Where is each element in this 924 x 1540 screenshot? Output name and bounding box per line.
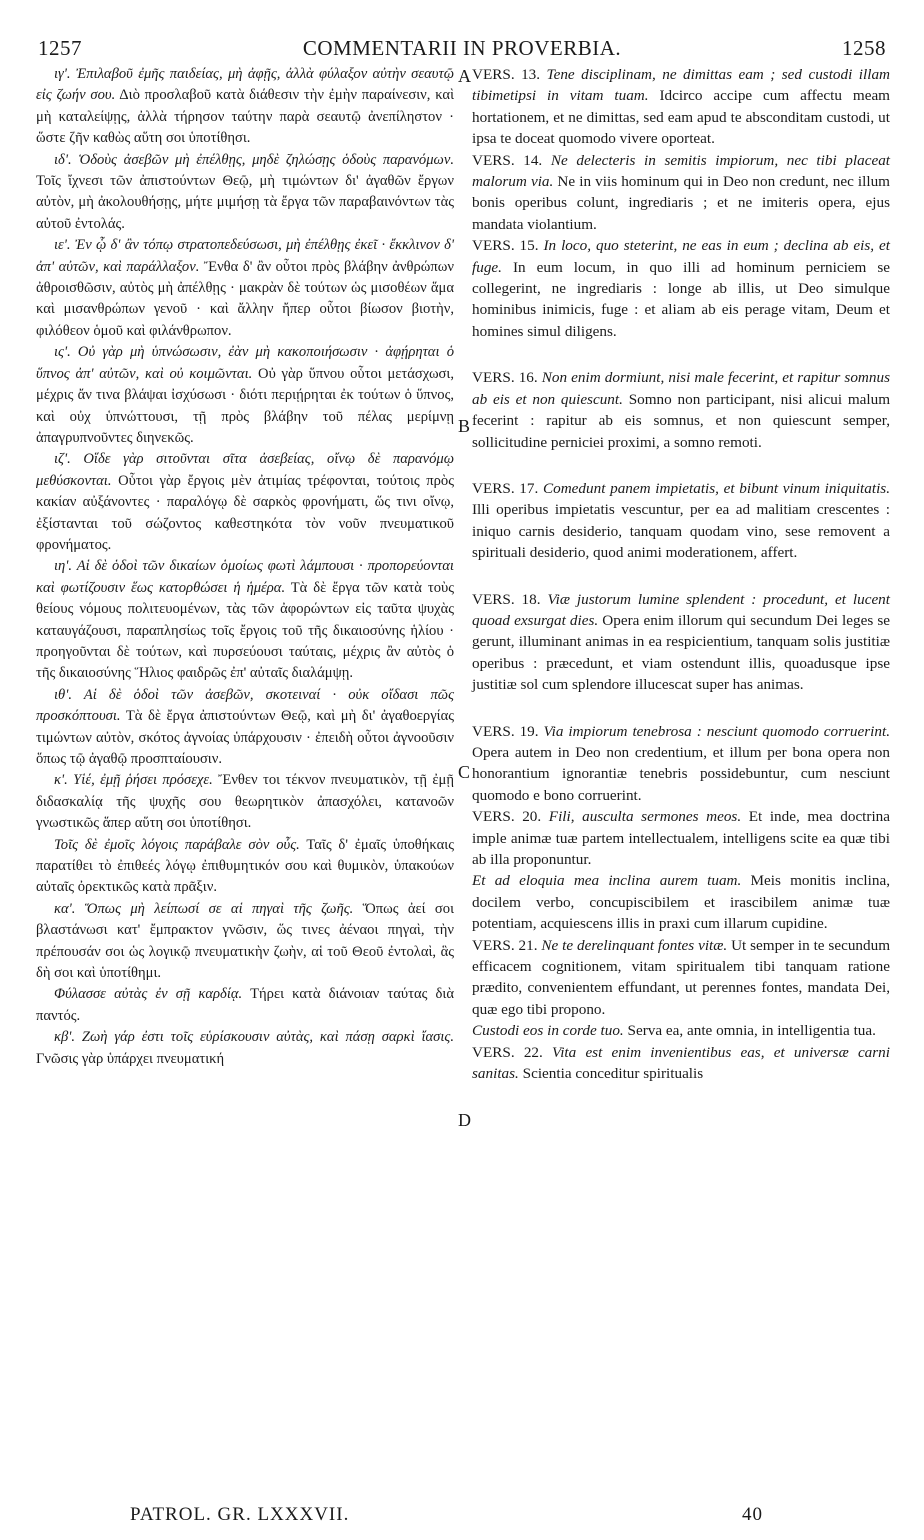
latin-verse xyxy=(472,589,890,696)
verse-number: VERS. 22. xyxy=(472,1043,543,1061)
latin-commentary: Opera enim illorum qui secundum Dei leges se gerunt, illuminant animas in ea respicientium, tanquam solis justitiæ operibus : præcedunt, et viam ostendunt illis, quoadusque ipse justitiæ sol cum splendore illucescat super has animas. xyxy=(472,611,890,694)
running-title: COMMENTARII IN PROVERBIA. xyxy=(302,36,622,60)
greek-lemma: κα'. Ὅπως μὴ λείπωσί σε αἱ πηγαὶ τῆς ζωῆς. xyxy=(54,900,354,917)
greek-verse xyxy=(36,1027,454,1070)
latin-lemma: Non enim dormiunt, nisi male fecerint, et rapitur somnus ab eis et non quiescunt. xyxy=(472,369,890,408)
latin-verse xyxy=(472,870,890,934)
footer-sheet-number: 40 xyxy=(742,1504,763,1525)
greek-verse xyxy=(36,984,454,1027)
latin-commentary: Meis monitis inclina, docilem verbo, concupiscibilem et irascibilem animæ tuæ potentiam, acquiescens illis in praxi cum illarum cupidine. xyxy=(472,872,890,933)
latin-commentary: Ut semper in te secundum efficacem cognitionem, vitam spiritualem tibi tanquam ratione prædito, convenientem effundant, ut perennes fontes, mandata Dei, quæ ego tibi propono. xyxy=(472,936,891,1018)
greek-commentary: Τήρει κατὰ διάνοιαν ταύτας διὰ παντός. xyxy=(36,986,454,1024)
greek-commentary: Ἔνθα δ' ἂν οὗτοι πρὸς βλάβην ἀνθρώπων ἀθροισθῶσιν, αὐτὸς μὴ ἀπέλθῃς · μακρὰν δὲ τούτων ὡς μισοθέων ἅμα καὶ μισανθρώπων γενοῦ · καὶ ἄλλην ἤπερ οὗτοι βίωσον βιοτὴν, φιλόθεον ὁμοῦ καὶ φιλάνθρωπον. xyxy=(36,258,454,339)
verse-number: VERS. 19. xyxy=(472,722,539,740)
verse-number: VERS. 16. xyxy=(472,369,538,387)
margin-marker-c: C xyxy=(458,762,471,782)
greek-verse xyxy=(36,835,454,899)
latin-commentary: Serva ea, ante omnia, in intelligentia tua. xyxy=(627,1022,876,1040)
greek-column xyxy=(36,64,454,1070)
latin-lemma: Et ad eloquia mea inclina aurem tuam. xyxy=(472,872,742,890)
greek-verse xyxy=(36,342,454,449)
greek-lemma: κ'. Υἱέ, ἐμῇ ῥήσει πρόσεχε. xyxy=(54,772,213,789)
verse-number: VERS. 21. xyxy=(472,936,538,954)
latin-lemma: Comedunt panem impietatis, et bibunt vinum iniquitatis. xyxy=(542,479,891,497)
greek-commentary: Ταῖς δ' ἐμαῖς ὑποθήκαις παρατίθει τὸ ἐπιθεές λόγῳ ἐπιθυμητικόν σου καὶ θυμικὸν, ὑπακούων αὐταῖς ὀρεκτικῶς κατὰ πρᾶξιν. xyxy=(36,836,455,896)
greek-lemma: ιγ'. Ἐπιλαβοῦ ἐμῆς παιδείας, μὴ ἀφῇς, ἀλλὰ φύλαξον αὐτὴν σεαυτῷ εἰς ζωήν σου. xyxy=(36,66,454,104)
latin-verse xyxy=(472,721,890,807)
latin-commentary: In eum locum, in quo illi ad hominum perniciem se collegerint, ne ingrediaris : longe ab illis, ut Deo simulque hominibus inimicis, fuge : et aliam ab eis perage vitam, Deum et homines simul diligens. xyxy=(472,258,890,340)
latin-commentary: Opera autem in Deo non credentium, et illum per bona opera non honorantium ignorantiæ tenebris possidebuntur, cum nesciunt quomodo e bono corruerint. xyxy=(472,743,890,804)
greek-commentary: Τοῖς ἴχνεσι τῶν ἀπιστούντων Θεῷ, μὴ τιμώντων δι' ἀγαθῶν ἔργων αὐτὸν, μὴ ἀκολουθήσῃς, μήτε μιμήσῃ τὰ ἔργα τῶν παραβαινόντων τὰς αὐτοῦ ἐντολάς. xyxy=(36,173,454,232)
margin-marker-a: A xyxy=(458,66,471,86)
greek-lemma: ιζ'. Οἵδε γὰρ σιτοῦνται σῖτα ἀσεβείας, οἴνῳ δὲ παρανόμῳ μεθύσκονται. xyxy=(36,451,454,489)
latin-lemma: In loco, quo steterint, ne eas in eum ; declina ab eis, et fuge. xyxy=(472,237,890,276)
latin-lemma: Custodi eos in corde tuo. xyxy=(472,1022,624,1040)
verse-number: VERS. 14. xyxy=(472,151,543,169)
greek-lemma: κβ'. Ζωὴ γάρ ἐστι τοῖς εὑρίσκουσιν αὐτὰς, καὶ πάσῃ σαρκὶ ἴασις. xyxy=(54,1029,454,1046)
greek-commentary: Διὸ προσλαβοῦ κατὰ διάθεσιν τὴν ἐμὴν παραίνεσιν, καὶ μὴ καταλείψῃς, ἀλλὰ τήρησον ταύτην παρὰ σεαυτῷ ἀνεπίληστον · ὥστε ζῆν καθὼς αὕτη σοι ὑποτίθησι. xyxy=(36,87,455,147)
latin-lemma: Ne delecteris in semitis impiorum, nec tibi placeat malorum via. xyxy=(472,151,891,191)
latin-lemma: Fili, ausculta sermones meos. xyxy=(548,808,742,826)
greek-lemma: Φύλασσε αὐτὰς ἐν σῇ καρδίᾳ. xyxy=(54,986,243,1003)
latin-commentary: Somno non participant, nisi alicui malum fecerint : rapitur ab eis somnus, et non quiescunt semper, sollicitudine perniciei proximi, a somno remoti. xyxy=(472,390,891,451)
greek-lemma: ιη'. Αἱ δὲ ὁδοὶ τῶν δικαίων ὁμοίως φωτὶ λάμπουσι · προπορεύονται καὶ φωτίζουσιν ἕως κατορθώσει ἡ ἡμέρα. xyxy=(36,558,454,596)
greek-commentary: Ὅπως ἀεί σοι βλαστάνωσι κατ' ἔμπρακτον γνῶσιν, ὥς τινες ἀέναοι πηγαὶ, τὴν πρέπουσάν σοι ὡς λογικῷ πνευματικὴν ζωὴν, αἱ τοῦ Θεοῦ ἐντολαὶ, ἃς δὴ σοι καὶ ὑποτίθημι. xyxy=(36,900,454,982)
greek-commentary: Οὗτοι γὰρ ἔργοις μὲν ἀτιμίας τρέφονται, τούτοις πρὸς κακίαν αὐξάνοντες · παραλόγῳ δὲ σαρκὸς φρονήματι, ὥς τινι οἴνῳ, ἐξίστανται τοῦ σώζοντος καθεστηκότα τὸν νοῦν πνευματικοῦ φρονήματος. xyxy=(36,472,454,553)
margin-marker-b: B xyxy=(458,416,471,436)
greek-lemma: ιθ'. Αἱ δὲ ὁδοὶ τῶν ἀσεβῶν, σκοτειναί · οὐκ οἴδασι πῶς προσκόπτουσι. xyxy=(36,686,454,725)
greek-commentary: Οὐ γὰρ ὕπνου οὗτοι μετάσχωσι, μέχρις ἄν τινα βλάψαι ἰσχύσωσι · διότι περιῄρηται ἐκ τούτων ὁ ὕπνος, καὶ οὐχ ὑπνώττουσι, τῇ πρὸς βλάβην τοῦ πέλας μερίμνῃ ἀπαγρυπνοῦντες διηνεκῶς. xyxy=(36,365,454,446)
page-number-right: 1258 xyxy=(842,36,886,60)
latin-commentary: Ne in viis hominum qui in Deo non credunt, nec illum bonis operibus colunt, ingrediaris ; et ne imiteris opera, ejus mandata violantium. xyxy=(472,173,890,233)
greek-verse xyxy=(36,449,454,556)
greek-verse xyxy=(36,64,454,150)
latin-verse xyxy=(472,64,890,150)
margin-marker-d: D xyxy=(458,1110,471,1130)
greek-lemma: ις'. Οὐ γὰρ μὴ ὑπνώσωσιν, ἐὰν μὴ κακοποιήσωσιν · ἀφῄρηται ὁ ὕπνος ἀπ' αὐτῶν, καὶ οὐ κοιμῶνται. xyxy=(36,344,454,382)
verse-number: VERS. 15. xyxy=(472,237,539,255)
greek-verse xyxy=(36,556,454,684)
footer-signature: PATROL. GR. LXXXVII. xyxy=(130,1504,350,1525)
latin-commentary: Idcirco accipe cum affectu meam hortationem, et ne dimittas, sed eam apud te absconditam custodi, ut ipsa te doceat quomodo vivere oporteat. xyxy=(472,87,890,148)
verse-number: VERS. 20. xyxy=(472,808,542,826)
greek-verse xyxy=(36,770,454,834)
greek-commentary: Ἔνθεν τοι τέκνον πνευματικὸν, τῇ ἐμῇ διδασκαλίᾳ τῆς ψυχῆς σου θεωρητικὸν ἀπασχόλει, κατανοῶν γνωστικῶς ἅπερ αὕτη σοι ὑποτίθησι. xyxy=(36,772,454,832)
latin-lemma: Vita est enim invenientibus eas, et universæ carni sanitas. xyxy=(472,1043,890,1083)
greek-verse xyxy=(36,235,454,342)
latin-verse xyxy=(472,478,890,564)
greek-commentary: Τὰ δὲ ἔργα τῶν κατὰ τοὺς θείους νόμους πολιτευομένων, τὰς τῶν ἀφορώντων εἰς ταῦτα ψυχὰς καταυγάζουσι, παραπλησίως τοῖς ἔργοις τοῦ τῆς δικαιοσύνης ἡλίου · προηγοῦνται δὲ τούτων, καὶ πυρσεύουσι ταύταις, μέχρις ἂν αὐτὸς ὁ τῆς δικαιοσύνης Ἥλιος φαιδρῶς ἐπ' αὐταῖς διαλάμψῃ. xyxy=(36,579,454,682)
verse-number: VERS. 13. xyxy=(472,66,541,83)
greek-verse xyxy=(36,899,454,985)
latin-verse xyxy=(472,806,890,870)
latin-commentary: Scientia conceditur spiritualis xyxy=(522,1065,704,1083)
latin-lemma: Viæ justorum lumine splendent : procedunt, et lucent quoad exsurgat dies. xyxy=(472,590,890,629)
latin-verse xyxy=(472,1020,890,1041)
latin-verse xyxy=(472,150,890,236)
latin-lemma: Ne te derelinquant fontes vitæ. xyxy=(541,936,728,954)
latin-lemma: Via impiorum tenebrosa : nesciunt quomodo corruerint. xyxy=(543,722,891,740)
greek-commentary: Γνῶσις γὰρ ὑπάρχει πνευματική xyxy=(36,1050,225,1067)
greek-verse xyxy=(36,150,454,236)
greek-lemma: ιδ'. Ὁδοὺς ἀσεβῶν μὴ ἐπέλθῃς, μηδὲ ζηλώσῃς ὁδοὺς παρανόμων. xyxy=(54,151,454,168)
latin-lemma: Tene disciplinam, ne dimittas eam ; sed custodi illam tibimetipsi in vitam tuam. xyxy=(472,66,891,105)
latin-verse xyxy=(472,235,890,342)
latin-verse xyxy=(472,1042,890,1085)
page-header xyxy=(30,28,894,62)
verse-number: VERS. 17. xyxy=(472,479,539,497)
greek-commentary: Τὰ δὲ ἔργα ἀπιστούντων Θεῷ, καὶ μὴ δι' ἀγαθοεργίας τιμώντων αὐτὸν, σκότος ἀγνοίας ὑπάρχουσιν · ἐπειδὴ οὗτοι ἀγνοοῦσιν ὅπως τῷ ἀγαθῷ προσπταίουσιν. xyxy=(36,708,455,767)
latin-verse xyxy=(472,367,890,453)
latin-column xyxy=(472,64,890,1084)
latin-commentary: Illi operibus impietatis vescuntur, per ea ad malitiam crescentes : iniquo carnis desiderio, tanquam quodam vino, sese removent a spirituali desiderio, quod animi moderationem, affert. xyxy=(472,501,890,562)
greek-verse xyxy=(36,685,454,771)
latin-commentary: Et inde, mea doctrina imple animæ tuæ partem intellectualem, intelligens scite ea quæ tibi ab illa proponuntur. xyxy=(472,808,891,868)
greek-lemma: Τοῖς δὲ ἐμοῖς λόγοις παράβαλε σὸν οὖς. xyxy=(54,836,300,853)
latin-verse xyxy=(472,935,890,1021)
page-number-left: 1257 xyxy=(38,36,82,60)
greek-lemma: ιε'. Ἐν ᾧ δ' ἂν τόπῳ στρατοπεδεύσωσι, μὴ ἐπέλθῃς ἐκεῖ · ἔκκλινον δ' ἀπ' αὐτῶν, καὶ παράλλαξον. xyxy=(36,237,454,275)
verse-number: VERS. 18. xyxy=(472,590,541,608)
page-footer xyxy=(0,1504,924,1534)
